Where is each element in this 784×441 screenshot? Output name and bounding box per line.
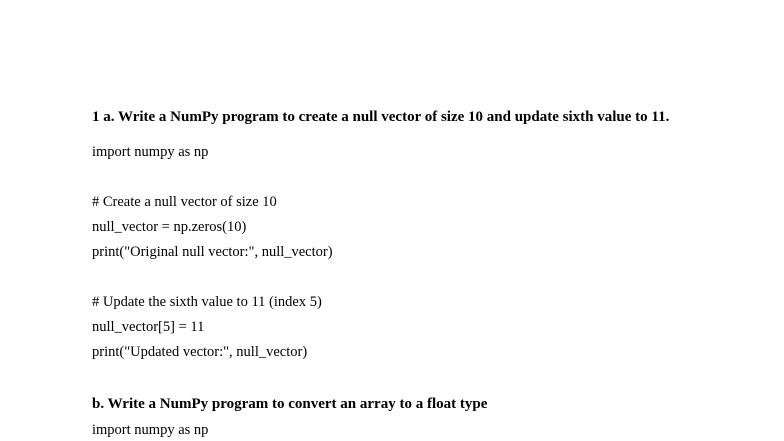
code-line: null_vector[5] = 11 [92,319,205,335]
code-comment: # Create a null vector of size 10 [92,194,277,210]
question-1b-heading: b. Write a NumPy program to convert an array to a float type [92,396,488,412]
code-line: import numpy as np [92,422,209,438]
code-comment: # Update the sixth value to 11 (index 5) [92,294,322,310]
code-line: null_vector = np.zeros(10) [92,219,247,235]
code-line: print("Original null vector:", null_vector) [92,244,333,260]
question-1a-heading: 1 a. Write a NumPy program to create a null vector of size 10 and update sixth value to 11. [92,109,670,125]
code-line: print("Updated vector:", null_vector) [92,344,308,360]
code-line: import numpy as np [92,144,209,160]
